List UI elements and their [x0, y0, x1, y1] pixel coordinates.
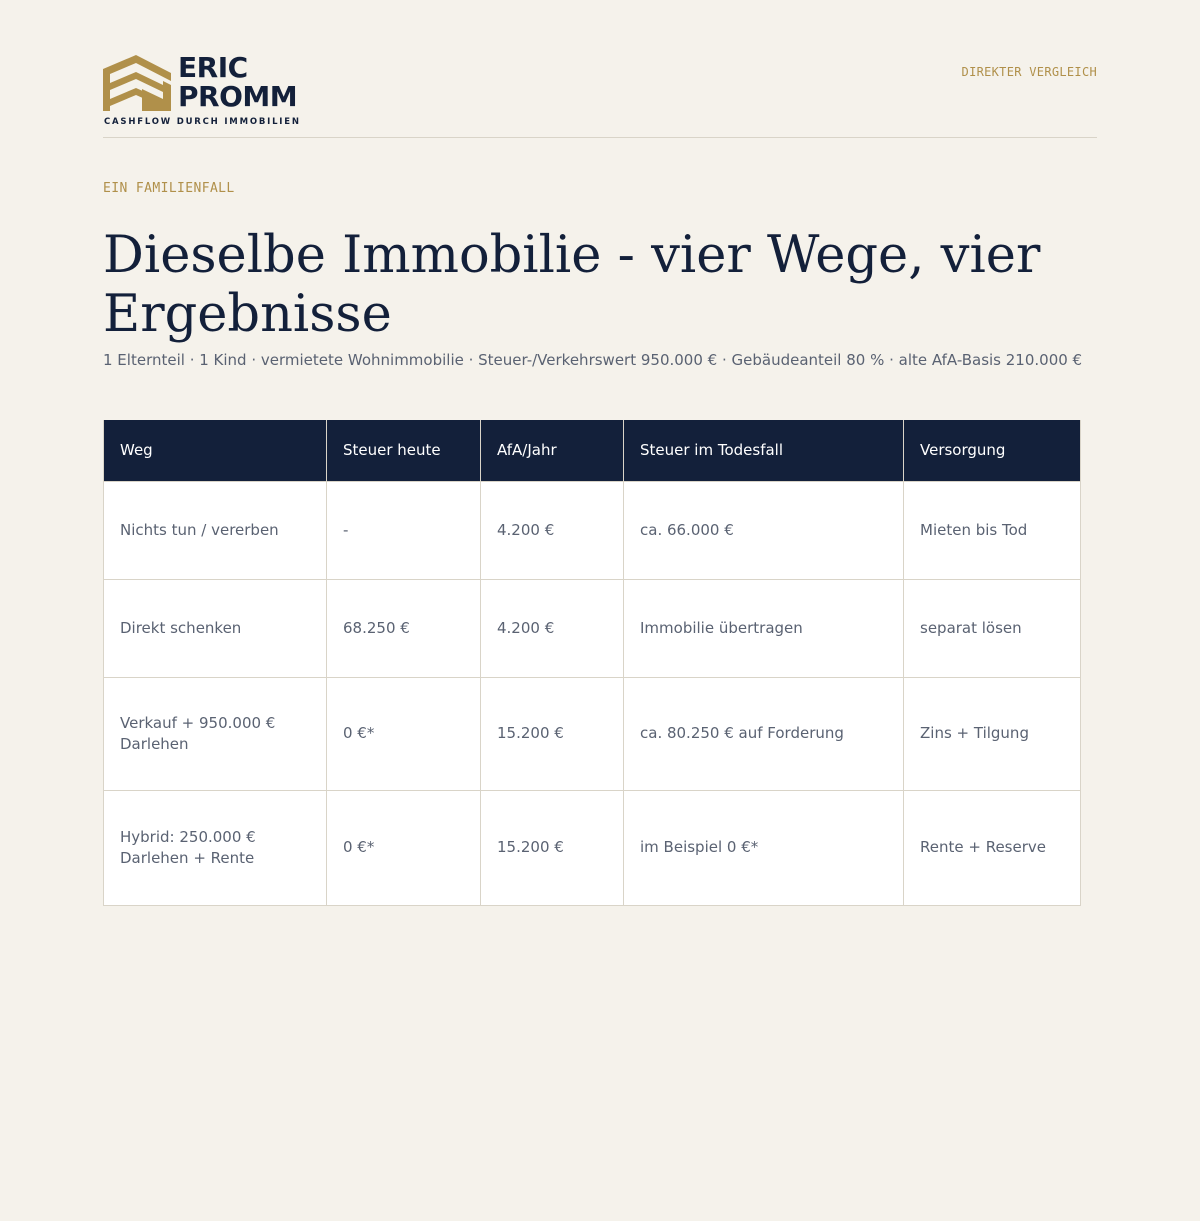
- column-header-steuer-todesfall: Steuer im Todesfall: [624, 420, 904, 481]
- table-cell: 68.250 €: [327, 579, 481, 677]
- nav-link-direct-comparison[interactable]: DIREKTER VERGLEICH: [961, 65, 1097, 79]
- brand-name-line1: ERIC: [178, 51, 248, 84]
- table-cell: Direkt schenken: [104, 579, 327, 677]
- table-cell: 4.200 €: [481, 481, 624, 579]
- table-cell: Nichts tun / vererben: [104, 481, 327, 579]
- table-cell: 0 €*: [327, 790, 481, 905]
- column-header-versorgung: Versorgung: [904, 420, 1081, 481]
- page-title: Dieselbe Immobilie - vier Wege, vier Ergebnisse: [103, 226, 1041, 344]
- table-cell: separat lösen: [904, 579, 1081, 677]
- table-cell: -: [327, 481, 481, 579]
- table-cell: Hybrid: 250.000 € Darlehen + Rente: [104, 790, 327, 905]
- table-cell: 0 €*: [327, 677, 481, 790]
- site-header: [103, 0, 1097, 138]
- table-header-row: [104, 420, 1081, 481]
- comparison-table-wrapper: [103, 420, 1080, 906]
- brand-logo[interactable]: [103, 51, 303, 129]
- column-header-afa-jahr: AfA/Jahr: [481, 420, 624, 481]
- table-row: [104, 481, 1081, 579]
- brand-tagline: CASHFLOW DURCH IMMOBILIEN: [104, 117, 301, 127]
- table-cell: Verkauf + 950.000 € Darlehen: [104, 677, 327, 790]
- column-header-weg: Weg: [104, 420, 327, 481]
- table-row: [104, 790, 1081, 905]
- page: [103, 0, 1097, 867]
- table-cell: ca. 66.000 €: [624, 481, 904, 579]
- table-cell: 15.200 €: [481, 677, 624, 790]
- table-row: [104, 677, 1081, 790]
- table-cell: Mieten bis Tod: [904, 481, 1081, 579]
- column-header-steuer-heute: Steuer heute: [327, 420, 481, 481]
- eyebrow-label: EIN FAMILIENFALL: [103, 181, 235, 196]
- table-cell: im Beispiel 0 €*: [624, 790, 904, 905]
- table-row: [104, 579, 1081, 677]
- table-cell: ca. 80.250 € auf Forderung: [624, 677, 904, 790]
- brand-name-line2: PROMM: [178, 80, 298, 113]
- table-cell: 4.200 €: [481, 579, 624, 677]
- table-cell: 15.200 €: [481, 790, 624, 905]
- table-cell: Zins + Tilgung: [904, 677, 1081, 790]
- house-logo-icon: [103, 55, 171, 111]
- page-subtitle: 1 Elternteil · 1 Kind · vermietete Wohnimmobilie · Steuer-/Verkehrswert 950.000 € · Gebäudeanteil 80 % · alte AfA-Basis 210.000 €: [103, 351, 1083, 369]
- comparison-table: [103, 420, 1081, 906]
- brand-name: [178, 53, 297, 111]
- table-cell: Immobilie übertragen: [624, 579, 904, 677]
- table-cell: Rente + Reserve: [904, 790, 1081, 905]
